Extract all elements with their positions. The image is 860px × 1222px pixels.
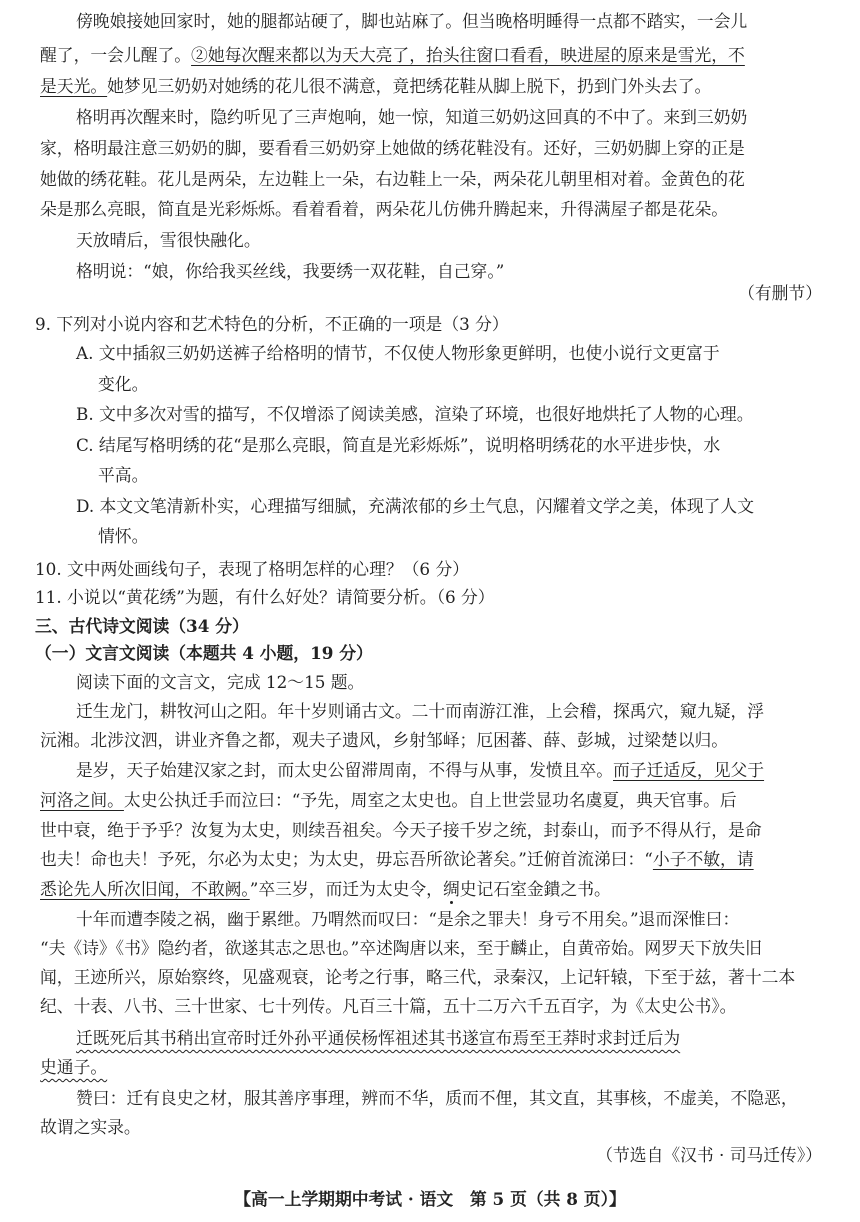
classical-line: 也夫！命也夫！予死，尔必为太史；为太史，毋忘吾所欲论著矣。”迁俯首流涕曰：“小子不敏，请 [40, 849, 754, 869]
option-a-cont: 变化。 [98, 374, 149, 394]
question-11: 11. 小说以“黄花绣”为题，有什么好处？请简要分析。（6 分） [35, 587, 495, 607]
classical-line: 赞曰：迁有良史之材，服其善序事理，辨而不华，质而不俚，其文直，其事核，不虚美，不隐恶， [76, 1088, 798, 1108]
classical-line: 闻，王迹所兴，原始察终，见盛观衰，论考之行事，略三代，录秦汉，上记轩辕，下至于兹，著十二本 [40, 967, 796, 987]
underlined-sentence: 悉论先人所次旧闻，不敢阙。 [40, 879, 250, 899]
passage-line: 天放晴后，雪很快融化。 [76, 230, 261, 250]
section-heading: 三、古代诗文阅读（34 分） [35, 616, 249, 636]
wavy-underlined-sentence: 迁既死后其书稍出宣帝时迁外孙平通侯杨恽祖述其书遂宣布焉至王莽时求封迁后为 [76, 1028, 681, 1048]
subsection-heading: （一）文言文阅读（本题共 4 小题，19 分） [35, 643, 373, 663]
passage-line: 醒了，一会儿醒了。②她每次醒来都以为天大亮了，抬头往窗口看看，映进屋的原来是雪光，不 [40, 45, 745, 65]
classical-line: 纪、十表、八书、三十世家、七十列传。凡百三十篇，五十二万六千五百字，为《太史公书》。 [40, 996, 737, 1016]
page-footer: 【高一上学期期中考试 · 语文 第 5 页（共 8 页）】 [234, 1189, 626, 1209]
underlined-sentence: 河洛之间。 [40, 790, 124, 810]
classical-line: 世中衰，绝于予乎？汝复为太史，则续吾祖矣。今天子接千岁之统，封泰山，而予不得从行，是命 [40, 820, 762, 840]
question-10: 10. 文中两处画线句子，表现了格明怎样的心理？（6 分） [35, 559, 470, 579]
classical-line: 河洛之间。太史公执迁手而泣曰：“予先，周室之太史也。自上世尝显功名虞夏，典天官事。后 [40, 790, 737, 810]
option-d-cont: 情怀。 [98, 526, 149, 546]
underlined-sentence: 小子不敏，请 [652, 849, 754, 869]
dotted-character: 绸 [442, 879, 460, 899]
classical-line: 十年而遭李陵之祸，幽于累绁。乃喟然而叹曰：“是余之罪夫！身亏不用矣。”退而深惟曰： [76, 909, 740, 929]
classical-line: 悉论先人所次旧闻，不敢阙。”卒三岁，而迁为太史令，绸史记石室金鐀之书。 [40, 879, 611, 899]
source-note: （节选自《汉书 · 司马迁传》） [596, 1145, 822, 1165]
classical-line: 迁生龙门，耕牧河山之阳。年十岁则诵古文。二十而南游江淮，上会稽，探禹穴，窥九疑，浮 [76, 701, 765, 721]
question-9-stem: 9. 下列对小说内容和艺术特色的分析，不正确的一项是（3 分） [35, 314, 509, 334]
passage-line: 格明说：“娘，你给我买丝线，我要绣一双花鞋，自己穿。” [76, 261, 505, 281]
option-c-cont: 平高。 [98, 465, 149, 485]
passage-line: 是天光。她梦见三奶奶对她绣的花儿很不满意，竟把绣花鞋从脚上脱下，扔到门外头去了。 [40, 76, 712, 96]
wavy-underlined-sentence: 史通子。 [40, 1057, 108, 1077]
classical-line: “夫《诗》《书》隐约者，欲遂其志之思也。”卒述陶唐以来，至于麟止，自黄帝始。网罗天下放失旧 [40, 938, 762, 958]
passage-line: 格明再次醒来时，隐约听见了三声炮响，她一惊，知道三奶奶这回真的不中了。来到三奶奶 [76, 107, 748, 127]
option-b: B. 文中多次对雪的描写，不仅增添了阅读美感，渲染了环境，也很好地烘托了人物的心理。 [76, 404, 754, 424]
underlined-sentence: 而子迁适反，见父于 [613, 760, 765, 780]
classical-line: 沅湘。北涉汶泗，讲业齐鲁之都，观夫子遗风，乡射邹峄；厄困蕃、薛、彭城，过梁楚以归。 [40, 730, 729, 750]
option-c: C. 结尾写格明绣的花“是那么亮眼，简直是光彩烁烁”，说明格明绣花的水平进步快，水 [76, 435, 721, 455]
option-a: A. 文中插叙三奶奶送裤子给格明的情节，不仅使人物形象更鲜明，也使小说行文更富于 [76, 343, 720, 363]
passage-line: 傍晚娘接她回家时，她的腿都站硬了，脚也站麻了。但当晚格明睡得一点都不踏实，一会儿 [76, 11, 748, 31]
classical-line: 是岁，天子始建汉家之封，而太史公留滞周南，不得与从事，发愤且卒。而子迁适反，见父于 [76, 760, 765, 780]
abridged-note: （有删节） [738, 283, 822, 303]
underlined-sentence: 是天光。 [40, 76, 108, 96]
instruction: 阅读下面的文言文，完成 12～15 题。 [76, 672, 365, 692]
passage-line: 朵是那么亮眼，简直是光彩烁烁。看着看着，两朵花儿仿佛升腾起来，升得满屋子都是花朵。 [40, 199, 729, 219]
classical-line: 故谓之实录。 [40, 1117, 141, 1137]
underlined-sentence: ②她每次醒来都以为天大亮了，抬头往窗口看看，映进屋的原来是雪光，不 [191, 45, 745, 65]
option-d: D. 本文文笔清新朴实，心理描写细腻，充满浓郁的乡土气息，闪耀着文学之美，体现了人文 [76, 496, 754, 516]
passage-line: 她做的绣花鞋。花儿是两朵，左边鞋上一朵，右边鞋上一朵，两朵花儿朝里相对着。金黄色的花 [40, 169, 745, 189]
passage-line: 家，格明最注意三奶奶的脚，要看看三奶奶穿上她做的绣花鞋没有。还好，三奶奶脚上穿的正是 [40, 138, 745, 158]
